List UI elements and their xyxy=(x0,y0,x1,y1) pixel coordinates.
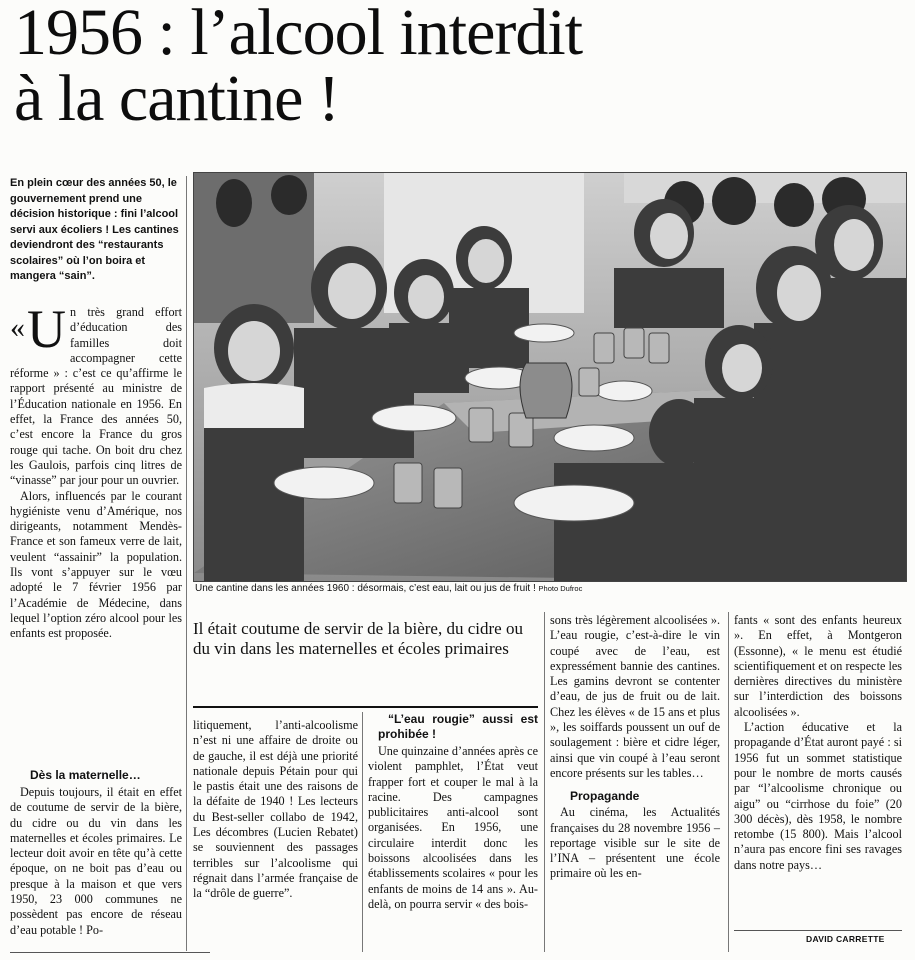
paragraph: sons très légèrement alcoolisées ». L’eau rougie, c’est-à-dire le vin coupé avec de l’eau, est expressément bannie des cantines. Les gamins devront se contenter d’eau, de jus de fruit ou de lait. Chez les élèves « de 15 ans et plus », les soiffards poussent un ouf de soulagement : bière et cidre léger, ainsi que vin coupé à l’eau seront encore présents sur les tables… xyxy=(550,613,720,780)
subheading-eau-rougie: “L’eau rougie” aussi est prohibée ! xyxy=(378,712,538,741)
article-column-4 xyxy=(550,613,720,882)
paragraph: fants « sont des enfants heureux ». En effet, à Montgeron (Essonne), « le menu est étudié scientifiquement et on respecte les dernières directives du ministère sur l’interdiction des boissons alcoolisées ». xyxy=(734,613,902,719)
article-column-1-bottom xyxy=(10,768,182,938)
headline-line-1: 1956 : l’alcool interdit xyxy=(14,0,583,69)
paragraph: Depuis toujours, il était en effet de coutume de servir de la bière, du cidre ou du vin dans les maternelles et écoles primaires. Le lecteur doit avoir en tête qu’à cette époque, on ne boit pas d’eau ou presque à la maison et que vers 1950, 23 000 communes ne possèdent pas encore de réseau d’eau potable ! Po- xyxy=(10,785,182,937)
footer-rule xyxy=(10,952,210,953)
drop-cap: U xyxy=(27,299,66,359)
paragraph: n très grand effort d’éducation des familles doit accompagner cette réforme » : c’est ce qu’affirme le rapport présenté au ministre de l’Éducation nationale en 1956. En effet, la France des années 50, c’est encore la France du gros rouge qui tache. On boit dru chez les Gaulois, parfois cinq litres de “vinasse” par jour pour un ouvrier. xyxy=(10,305,182,488)
pull-quote: Il était coutume de servir de la bière, du cidre ou du vin dans les maternelles et écoles primaires xyxy=(193,619,523,658)
column-divider xyxy=(544,612,545,952)
headline xyxy=(14,0,904,135)
column-divider xyxy=(186,176,187,951)
column-divider xyxy=(728,612,729,952)
column-divider xyxy=(362,712,363,952)
paragraph: Alors, influencés par le courant hygiéniste venu d’Amérique, nos dirigeants, notamment Mendès-France et son fameux verre de lait, veulent “assainir” la population. Ils vont s’appuyer sur le vœu adopté le 7 février 1956 par l’Académie de Médecine, dans lequel l’option zéro alcool pour les enfants est proposée. xyxy=(10,488,182,641)
headline-line-2: à la cantine ! xyxy=(14,62,339,135)
paragraph: L’action éducative et la propagande d’État auront payé : si 1956 fut un sommet statistique pour le nombre de morts causés par “l’alcoolisme chronique ou aigu” ou “cirrhose du foie” (20 300 décès), dès 1958, le nombre retombe (15 800). Mais l’alcool n’aura pas encore fini ses ravages dans notre pays… xyxy=(734,720,902,872)
opening-guillemet: « xyxy=(10,311,25,344)
article-column-1 xyxy=(10,299,182,642)
cantine-photo-illustration xyxy=(194,173,906,581)
article-column-3 xyxy=(368,712,538,912)
photo-caption xyxy=(195,583,905,594)
caption-text: Une cantine dans les années 1960 : désormais, c’est eau, lait ou jus de fruit ! xyxy=(195,583,536,594)
paragraph: litiquement, l’anti-alcoolisme n’est ni une affaire de droite ou de gauche, il est déjà une priorité nationale depuis Pétain pour qui le pastis était une des raisons de la défaite de 1940 ! Les lecteurs du Best-seller collabo de 1942, Les décombres (Lucien Rebatet) se souviennent des passages terribles sur l’alcoolisme qui régnait dans l’armée française de la “drôle de guerre”. xyxy=(193,718,358,901)
cantine-photo xyxy=(193,172,907,582)
byline-rule xyxy=(734,930,902,931)
article-column-5 xyxy=(734,613,902,873)
photo-credit: Photo Dufroc xyxy=(538,584,583,593)
paragraph: Au cinéma, les Actualités françaises du 28 novembre 1956 – reportage visible sur le site de l’INA – présentent une école primaire où les en- xyxy=(550,805,720,881)
article-column-2 xyxy=(193,718,358,902)
paragraph: Une quinzaine d’années après ce violent pamphlet, l’État veut frapper fort et couper le mal à la racine. Des campagnes publicitaires anti-alcool sont organisées. En 1956, une circulaire interdit donc les boissons alcoolisées dans les établissements scolaires « pour les enfants de moins de 14 ans ». Au-delà, on pourra servir « des bois- xyxy=(368,744,538,911)
subheading-maternelle: Dès la maternelle… xyxy=(30,768,141,782)
pull-quote-rule xyxy=(193,706,538,708)
author-byline: DAVID CARRETTE xyxy=(806,934,885,944)
subheading-propagande: Propagande xyxy=(570,789,640,804)
lede-paragraph: En plein cœur des années 50, le gouvernement prend une décision historique : fini l’alcool servi aux écoliers ! Les cantines deviendront des “restaurants scolaires” où l’on boira et mangera “sain”. xyxy=(10,177,179,282)
